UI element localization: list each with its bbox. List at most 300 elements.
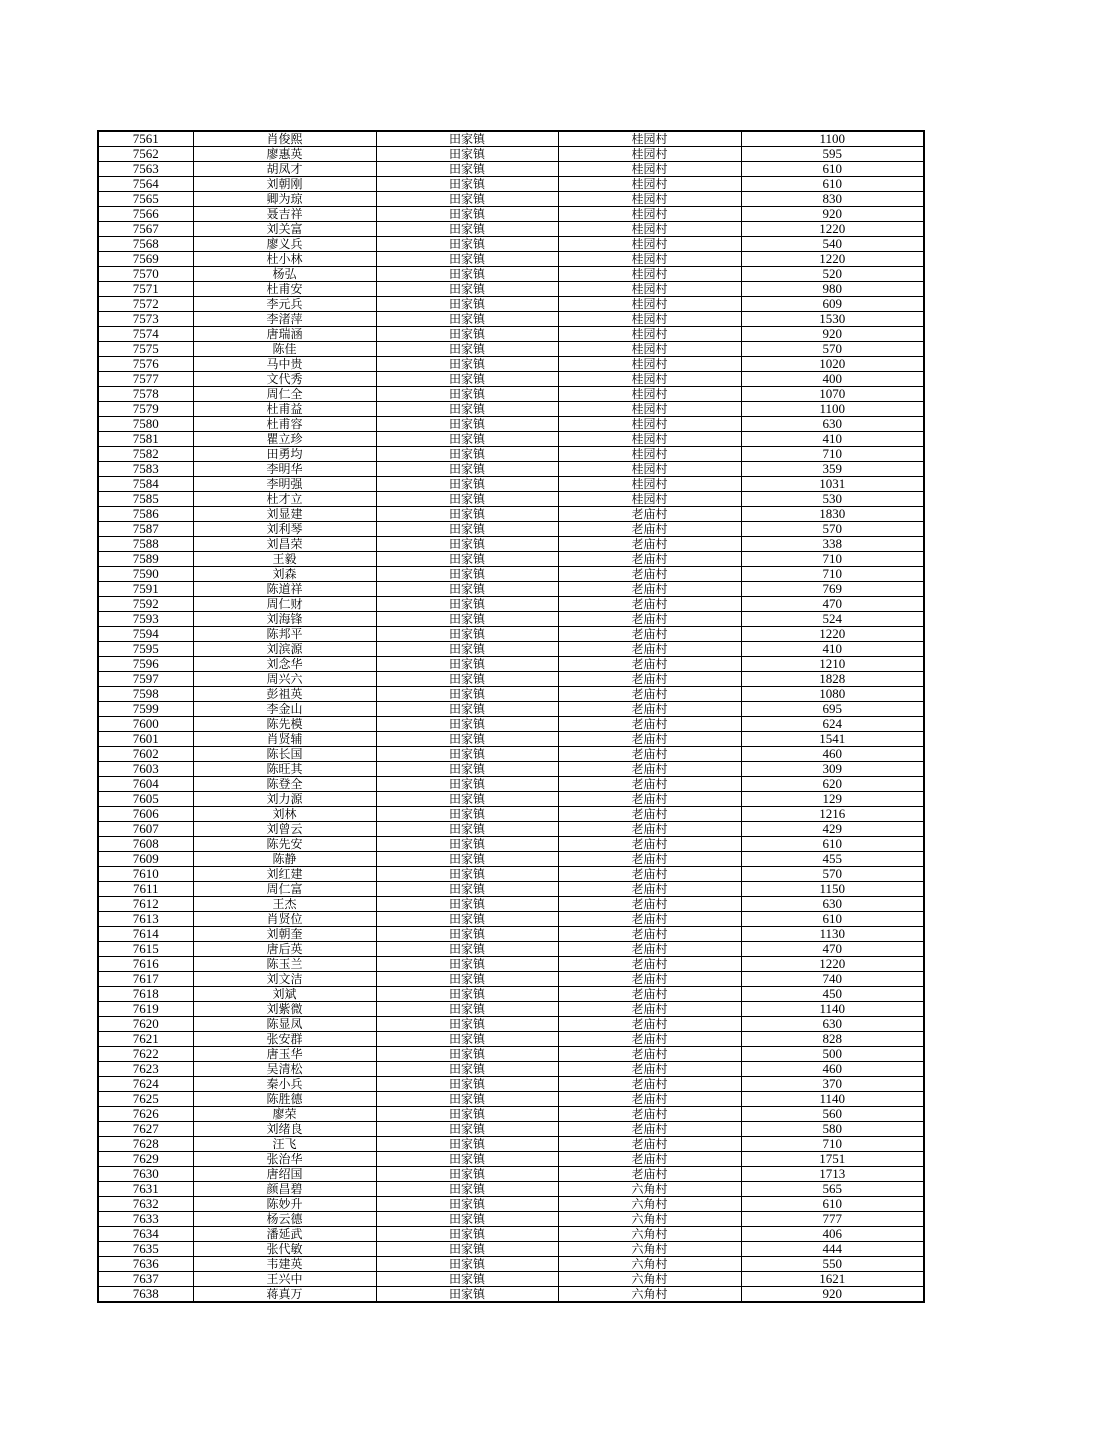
name-cell: 杜才立 <box>193 492 376 507</box>
town-cell: 田家镇 <box>376 297 558 312</box>
amount-cell: 406 <box>741 1227 924 1242</box>
name-cell: 刘森 <box>193 567 376 582</box>
row-number-cell: 7581 <box>98 432 193 447</box>
table-row <box>98 297 924 312</box>
amount-cell: 370 <box>741 1077 924 1092</box>
table-row <box>98 1122 924 1137</box>
row-number-cell: 7563 <box>98 162 193 177</box>
village-cell: 六角村 <box>558 1182 741 1197</box>
table-row <box>98 507 924 522</box>
amount-cell: 1220 <box>741 252 924 267</box>
row-number-cell: 7610 <box>98 867 193 882</box>
table-row <box>98 942 924 957</box>
row-number-cell: 7615 <box>98 942 193 957</box>
name-cell: 李明华 <box>193 462 376 477</box>
row-number-cell: 7629 <box>98 1152 193 1167</box>
table-row <box>98 1137 924 1152</box>
name-cell: 杜小林 <box>193 252 376 267</box>
table-row <box>98 207 924 222</box>
town-cell: 田家镇 <box>376 1287 558 1303</box>
town-cell: 田家镇 <box>376 252 558 267</box>
row-number-cell: 7569 <box>98 252 193 267</box>
town-cell: 田家镇 <box>376 852 558 867</box>
row-number-cell: 7627 <box>98 1122 193 1137</box>
row-number-cell: 7623 <box>98 1062 193 1077</box>
town-cell: 田家镇 <box>376 417 558 432</box>
amount-cell: 460 <box>741 1062 924 1077</box>
row-number-cell: 7566 <box>98 207 193 222</box>
village-cell: 老庙村 <box>558 627 741 642</box>
town-cell: 田家镇 <box>376 1122 558 1137</box>
row-number-cell: 7631 <box>98 1182 193 1197</box>
amount-cell: 1140 <box>741 1002 924 1017</box>
name-cell: 杜甫安 <box>193 282 376 297</box>
name-cell: 陈先安 <box>193 837 376 852</box>
row-number-cell: 7602 <box>98 747 193 762</box>
table-row <box>98 222 924 237</box>
name-cell: 刘林 <box>193 807 376 822</box>
table-row <box>98 1242 924 1257</box>
town-cell: 田家镇 <box>376 687 558 702</box>
row-number-cell: 7582 <box>98 447 193 462</box>
amount-cell: 1220 <box>741 222 924 237</box>
amount-cell: 524 <box>741 612 924 627</box>
name-cell: 王毅 <box>193 552 376 567</box>
town-cell: 田家镇 <box>376 642 558 657</box>
name-cell: 杨弘 <box>193 267 376 282</box>
town-cell: 田家镇 <box>376 957 558 972</box>
village-cell: 桂园村 <box>558 312 741 327</box>
village-cell: 老庙村 <box>558 1122 741 1137</box>
amount-cell: 1751 <box>741 1152 924 1167</box>
table-row <box>98 1197 924 1212</box>
village-cell: 桂园村 <box>558 297 741 312</box>
amount-cell: 1220 <box>741 627 924 642</box>
village-cell: 桂园村 <box>558 477 741 492</box>
village-cell: 老庙村 <box>558 747 741 762</box>
row-number-cell: 7600 <box>98 717 193 732</box>
row-number-cell: 7605 <box>98 792 193 807</box>
name-cell: 刘斌 <box>193 987 376 1002</box>
amount-cell: 609 <box>741 297 924 312</box>
village-cell: 桂园村 <box>558 207 741 222</box>
row-number-cell: 7609 <box>98 852 193 867</box>
village-cell: 老庙村 <box>558 837 741 852</box>
town-cell: 田家镇 <box>376 1152 558 1167</box>
table-row <box>98 882 924 897</box>
village-cell: 老庙村 <box>558 957 741 972</box>
row-number-cell: 7603 <box>98 762 193 777</box>
amount-cell: 830 <box>741 192 924 207</box>
town-cell: 田家镇 <box>376 507 558 522</box>
table-row <box>98 1017 924 1032</box>
village-cell: 六角村 <box>558 1197 741 1212</box>
row-number-cell: 7599 <box>98 702 193 717</box>
amount-cell: 580 <box>741 1122 924 1137</box>
town-cell: 田家镇 <box>376 207 558 222</box>
village-cell: 桂园村 <box>558 327 741 342</box>
name-cell: 王兴中 <box>193 1272 376 1287</box>
table-row <box>98 1167 924 1182</box>
amount-cell: 610 <box>741 1197 924 1212</box>
name-cell: 刘朝刚 <box>193 177 376 192</box>
name-cell: 杜甫益 <box>193 402 376 417</box>
row-number-cell: 7606 <box>98 807 193 822</box>
amount-cell: 338 <box>741 537 924 552</box>
village-cell: 老庙村 <box>558 567 741 582</box>
row-number-cell: 7595 <box>98 642 193 657</box>
town-cell: 田家镇 <box>376 822 558 837</box>
town-cell: 田家镇 <box>376 867 558 882</box>
name-cell: 吴清松 <box>193 1062 376 1077</box>
name-cell: 刘显建 <box>193 507 376 522</box>
row-number-cell: 7626 <box>98 1107 193 1122</box>
amount-cell: 610 <box>741 177 924 192</box>
name-cell: 陈先模 <box>193 717 376 732</box>
town-cell: 田家镇 <box>376 222 558 237</box>
village-cell: 桂园村 <box>558 237 741 252</box>
name-cell: 潘延武 <box>193 1227 376 1242</box>
name-cell: 张代敏 <box>193 1242 376 1257</box>
village-cell: 老庙村 <box>558 927 741 942</box>
amount-cell: 630 <box>741 1017 924 1032</box>
table-row <box>98 432 924 447</box>
town-cell: 田家镇 <box>376 1182 558 1197</box>
amount-cell: 460 <box>741 747 924 762</box>
row-number-cell: 7564 <box>98 177 193 192</box>
table-row <box>98 1062 924 1077</box>
village-cell: 桂园村 <box>558 177 741 192</box>
amount-cell: 920 <box>741 207 924 222</box>
amount-cell: 710 <box>741 567 924 582</box>
table-row <box>98 702 924 717</box>
name-cell: 陈静 <box>193 852 376 867</box>
town-cell: 田家镇 <box>376 657 558 672</box>
amount-cell: 920 <box>741 1287 924 1303</box>
row-number-cell: 7638 <box>98 1287 193 1303</box>
name-cell: 卿为琼 <box>193 192 376 207</box>
table-row <box>98 342 924 357</box>
village-cell: 桂园村 <box>558 222 741 237</box>
village-cell: 老庙村 <box>558 732 741 747</box>
town-cell: 田家镇 <box>376 402 558 417</box>
row-number-cell: 7636 <box>98 1257 193 1272</box>
amount-cell: 129 <box>741 792 924 807</box>
name-cell: 韦建英 <box>193 1257 376 1272</box>
town-cell: 田家镇 <box>376 312 558 327</box>
table-row <box>98 912 924 927</box>
row-number-cell: 7614 <box>98 927 193 942</box>
name-cell: 陈邦平 <box>193 627 376 642</box>
table-row <box>98 1257 924 1272</box>
amount-cell: 1621 <box>741 1272 924 1287</box>
table-row <box>98 732 924 747</box>
amount-cell: 710 <box>741 552 924 567</box>
row-number-cell: 7593 <box>98 612 193 627</box>
row-number-cell: 7594 <box>98 627 193 642</box>
row-number-cell: 7611 <box>98 882 193 897</box>
table-row <box>98 1287 924 1303</box>
village-cell: 老庙村 <box>558 1077 741 1092</box>
row-number-cell: 7562 <box>98 147 193 162</box>
table-row <box>98 867 924 882</box>
amount-cell: 740 <box>741 972 924 987</box>
village-cell: 老庙村 <box>558 537 741 552</box>
amount-cell: 400 <box>741 372 924 387</box>
name-cell: 肖贤辅 <box>193 732 376 747</box>
village-cell: 老庙村 <box>558 1047 741 1062</box>
village-cell: 桂园村 <box>558 402 741 417</box>
table-row <box>98 552 924 567</box>
town-cell: 田家镇 <box>376 1017 558 1032</box>
town-cell: 田家镇 <box>376 192 558 207</box>
town-cell: 田家镇 <box>376 177 558 192</box>
table-row <box>98 1227 924 1242</box>
table-row <box>98 267 924 282</box>
table-row <box>98 237 924 252</box>
row-number-cell: 7617 <box>98 972 193 987</box>
table-row <box>98 687 924 702</box>
row-number-cell: 7578 <box>98 387 193 402</box>
amount-cell: 444 <box>741 1242 924 1257</box>
name-cell: 李明强 <box>193 477 376 492</box>
village-cell: 桂园村 <box>558 131 741 147</box>
row-number-cell: 7561 <box>98 131 193 147</box>
town-cell: 田家镇 <box>376 777 558 792</box>
row-number-cell: 7580 <box>98 417 193 432</box>
amount-cell: 309 <box>741 762 924 777</box>
row-number-cell: 7565 <box>98 192 193 207</box>
town-cell: 田家镇 <box>376 987 558 1002</box>
village-cell: 桂园村 <box>558 267 741 282</box>
amount-cell: 565 <box>741 1182 924 1197</box>
village-cell: 老庙村 <box>558 552 741 567</box>
table-row <box>98 957 924 972</box>
town-cell: 田家镇 <box>376 732 558 747</box>
name-cell: 刘朝奎 <box>193 927 376 942</box>
town-cell: 田家镇 <box>376 1062 558 1077</box>
amount-cell: 470 <box>741 597 924 612</box>
name-cell: 周仁财 <box>193 597 376 612</box>
town-cell: 田家镇 <box>376 972 558 987</box>
row-number-cell: 7567 <box>98 222 193 237</box>
row-number-cell: 7633 <box>98 1212 193 1227</box>
table-row <box>98 252 924 267</box>
table-row <box>98 1092 924 1107</box>
amount-cell: 500 <box>741 1047 924 1062</box>
name-cell: 杨云德 <box>193 1212 376 1227</box>
name-cell: 王杰 <box>193 897 376 912</box>
town-cell: 田家镇 <box>376 897 558 912</box>
town-cell: 田家镇 <box>376 1137 558 1152</box>
village-cell: 六角村 <box>558 1287 741 1303</box>
town-cell: 田家镇 <box>376 942 558 957</box>
row-number-cell: 7635 <box>98 1242 193 1257</box>
name-cell: 唐绍国 <box>193 1167 376 1182</box>
name-cell: 肖贤位 <box>193 912 376 927</box>
table-row <box>98 1002 924 1017</box>
town-cell: 田家镇 <box>376 792 558 807</box>
row-number-cell: 7616 <box>98 957 193 972</box>
village-cell: 桂园村 <box>558 417 741 432</box>
table-row <box>98 747 924 762</box>
table-row <box>98 822 924 837</box>
table-row <box>98 987 924 1002</box>
town-cell: 田家镇 <box>376 387 558 402</box>
town-cell: 田家镇 <box>376 1212 558 1227</box>
name-cell: 聂吉祥 <box>193 207 376 222</box>
town-cell: 田家镇 <box>376 537 558 552</box>
amount-cell: 359 <box>741 462 924 477</box>
name-cell: 彭祖英 <box>193 687 376 702</box>
name-cell: 廖荣 <box>193 1107 376 1122</box>
town-cell: 田家镇 <box>376 1047 558 1062</box>
amount-cell: 710 <box>741 447 924 462</box>
table-row <box>98 627 924 642</box>
village-cell: 桂园村 <box>558 492 741 507</box>
row-number-cell: 7598 <box>98 687 193 702</box>
name-cell: 秦小兵 <box>193 1077 376 1092</box>
amount-cell: 1140 <box>741 1092 924 1107</box>
village-cell: 桂园村 <box>558 252 741 267</box>
amount-cell: 1830 <box>741 507 924 522</box>
village-cell: 老庙村 <box>558 792 741 807</box>
amount-cell: 570 <box>741 867 924 882</box>
village-cell: 老庙村 <box>558 717 741 732</box>
village-cell: 桂园村 <box>558 432 741 447</box>
town-cell: 田家镇 <box>376 807 558 822</box>
row-number-cell: 7632 <box>98 1197 193 1212</box>
amount-cell: 828 <box>741 1032 924 1047</box>
amount-cell: 630 <box>741 417 924 432</box>
table-row <box>98 282 924 297</box>
town-cell: 田家镇 <box>376 342 558 357</box>
village-cell: 老庙村 <box>558 507 741 522</box>
row-number-cell: 7624 <box>98 1077 193 1092</box>
town-cell: 田家镇 <box>376 912 558 927</box>
table-row <box>98 567 924 582</box>
name-cell: 陈妙升 <box>193 1197 376 1212</box>
table-row <box>98 192 924 207</box>
village-cell: 老庙村 <box>558 972 741 987</box>
table-row <box>98 537 924 552</box>
town-cell: 田家镇 <box>376 1272 558 1287</box>
name-cell: 唐瑞涵 <box>193 327 376 342</box>
row-number-cell: 7570 <box>98 267 193 282</box>
table-row <box>98 312 924 327</box>
village-cell: 老庙村 <box>558 1092 741 1107</box>
village-cell: 桂园村 <box>558 162 741 177</box>
name-cell: 陈旺其 <box>193 762 376 777</box>
name-cell: 刘滨源 <box>193 642 376 657</box>
village-cell: 桂园村 <box>558 192 741 207</box>
town-cell: 田家镇 <box>376 747 558 762</box>
town-cell: 田家镇 <box>376 462 558 477</box>
name-cell: 廖惠英 <box>193 147 376 162</box>
row-number-cell: 7576 <box>98 357 193 372</box>
amount-cell: 410 <box>741 642 924 657</box>
table-row <box>98 1107 924 1122</box>
table-row <box>98 837 924 852</box>
row-number-cell: 7604 <box>98 777 193 792</box>
table-row <box>98 447 924 462</box>
name-cell: 刘绪良 <box>193 1122 376 1137</box>
village-cell: 老庙村 <box>558 987 741 1002</box>
table-row <box>98 387 924 402</box>
name-cell: 周仁全 <box>193 387 376 402</box>
table-row <box>98 657 924 672</box>
amount-cell: 1210 <box>741 657 924 672</box>
village-cell: 老庙村 <box>558 597 741 612</box>
village-cell: 六角村 <box>558 1272 741 1287</box>
table-row <box>98 492 924 507</box>
name-cell: 廖义兵 <box>193 237 376 252</box>
village-cell: 老庙村 <box>558 912 741 927</box>
amount-cell: 920 <box>741 327 924 342</box>
amount-cell: 1713 <box>741 1167 924 1182</box>
name-cell: 刘红建 <box>193 867 376 882</box>
table-row <box>98 612 924 627</box>
row-number-cell: 7596 <box>98 657 193 672</box>
amount-cell: 777 <box>741 1212 924 1227</box>
name-cell: 蒋真万 <box>193 1287 376 1303</box>
amount-cell: 429 <box>741 822 924 837</box>
name-cell: 文代秀 <box>193 372 376 387</box>
village-cell: 老庙村 <box>558 1032 741 1047</box>
town-cell: 田家镇 <box>376 1242 558 1257</box>
town-cell: 田家镇 <box>376 1197 558 1212</box>
village-cell: 老庙村 <box>558 687 741 702</box>
table-row <box>98 1182 924 1197</box>
town-cell: 田家镇 <box>376 267 558 282</box>
row-number-cell: 7575 <box>98 342 193 357</box>
village-cell: 老庙村 <box>558 867 741 882</box>
amount-cell: 1070 <box>741 387 924 402</box>
name-cell: 张安群 <box>193 1032 376 1047</box>
amount-cell: 570 <box>741 522 924 537</box>
village-cell: 六角村 <box>558 1212 741 1227</box>
amount-cell: 1530 <box>741 312 924 327</box>
amount-cell: 410 <box>741 432 924 447</box>
town-cell: 田家镇 <box>376 612 558 627</box>
town-cell: 田家镇 <box>376 237 558 252</box>
row-number-cell: 7592 <box>98 597 193 612</box>
village-cell: 桂园村 <box>558 147 741 162</box>
row-number-cell: 7597 <box>98 672 193 687</box>
town-cell: 田家镇 <box>376 1002 558 1017</box>
amount-cell: 595 <box>741 147 924 162</box>
town-cell: 田家镇 <box>376 597 558 612</box>
town-cell: 田家镇 <box>376 717 558 732</box>
village-cell: 老庙村 <box>558 762 741 777</box>
town-cell: 田家镇 <box>376 447 558 462</box>
village-cell: 桂园村 <box>558 462 741 477</box>
name-cell: 刘曾云 <box>193 822 376 837</box>
amount-cell: 450 <box>741 987 924 1002</box>
table-body <box>98 131 924 1302</box>
row-number-cell: 7618 <box>98 987 193 1002</box>
name-cell: 周兴六 <box>193 672 376 687</box>
table-row <box>98 327 924 342</box>
row-number-cell: 7622 <box>98 1047 193 1062</box>
name-cell: 唐玉华 <box>193 1047 376 1062</box>
amount-cell: 769 <box>741 582 924 597</box>
table-row <box>98 762 924 777</box>
village-cell: 老庙村 <box>558 942 741 957</box>
table-row <box>98 462 924 477</box>
amount-cell: 470 <box>741 942 924 957</box>
name-cell: 唐后英 <box>193 942 376 957</box>
